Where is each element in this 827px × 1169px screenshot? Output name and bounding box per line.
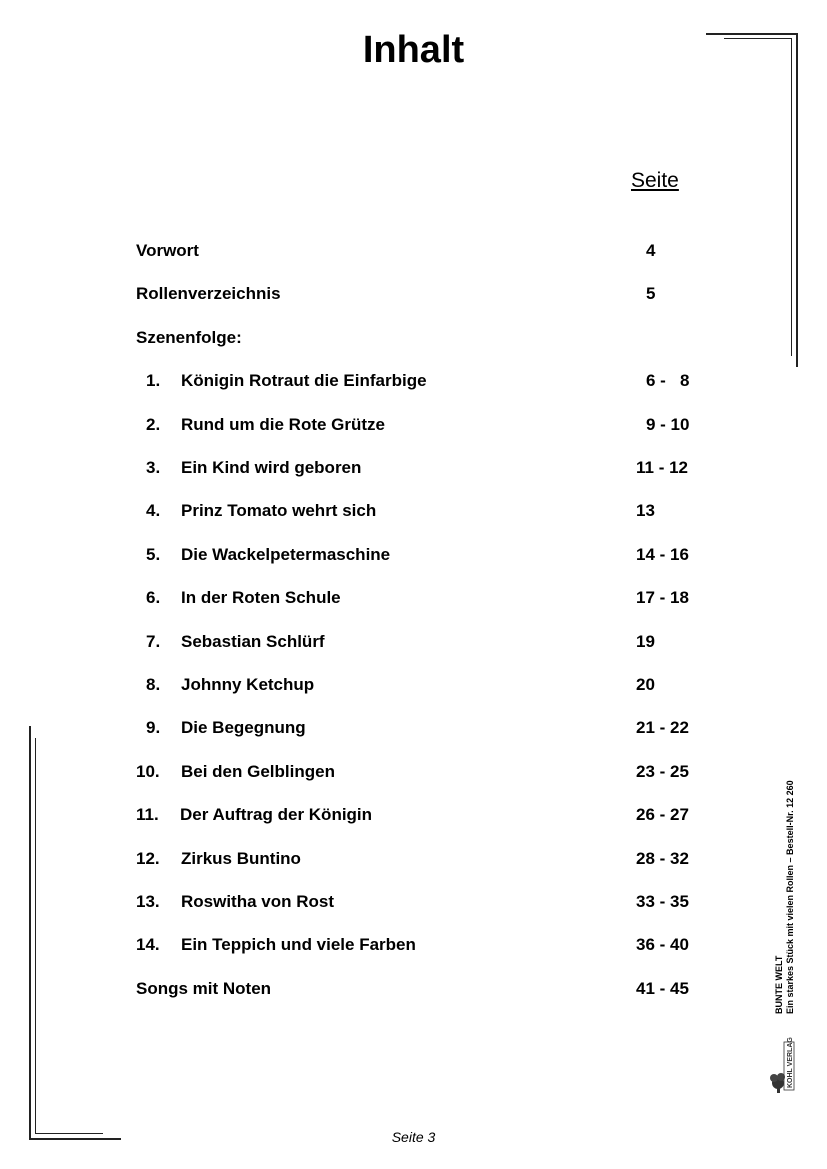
toc-entry-number: 6. [146, 588, 161, 607]
frame-right-inner [791, 38, 792, 356]
toc-entry [0, 544, 827, 566]
toc-entry-title: Rund um die Rote Grütze [181, 415, 385, 434]
page-title: Inhalt [362, 29, 465, 71]
toc-entry-title: Die Begegnung [181, 718, 306, 737]
toc-entry [0, 761, 827, 783]
toc-entry-title: Der Auftrag der Königin [180, 805, 373, 824]
toc-entry [0, 240, 827, 262]
toc-entry-number: 10. [136, 762, 160, 781]
page-column-header: Seite [631, 169, 679, 192]
side-note-title: BUNTE WELT [774, 955, 784, 1014]
toc-entry-pages: 19 [636, 632, 655, 651]
toc-entry-pages: 21 - 22 [636, 718, 689, 737]
toc-entry-number: 4. [146, 501, 161, 520]
toc-entry [0, 891, 827, 913]
toc-entry-pages: 17 - 18 [636, 588, 689, 607]
toc-entry [0, 631, 827, 653]
toc-entry [0, 370, 827, 392]
toc-entry-number: 13. [136, 892, 160, 911]
publisher-logo-text: KOHL VERLAG [787, 1037, 794, 1088]
toc-entry-number: 2. [146, 415, 161, 434]
toc-entry-title: Songs mit Noten [136, 979, 272, 998]
toc-entry-pages: 4 [646, 241, 656, 260]
toc-entry-title: Johnny Ketchup [181, 675, 315, 694]
toc-entry-title: Königin Rotraut die Einfarbige [181, 371, 427, 390]
frame-right-outer [796, 33, 798, 367]
toc-entry [0, 848, 827, 870]
toc-entry-title: Ein Kind wird geboren [181, 458, 362, 477]
toc-entry [0, 674, 827, 696]
toc-entry-number: 1. [146, 371, 161, 390]
toc-entry-pages: 11 - 12 [636, 458, 688, 477]
toc-entry [0, 414, 827, 436]
toc-entry [0, 500, 827, 522]
publisher-logo [768, 1020, 802, 1095]
toc-entry-pages: 33 - 35 [636, 892, 689, 911]
toc-entry-title: Ein Teppich und viele Farben [181, 935, 416, 954]
toc-entry-pages: 23 - 25 [636, 762, 689, 781]
toc-entry-title: Szenenfolge: [136, 328, 242, 347]
toc-entry-title: In der Roten Schule [181, 588, 341, 607]
toc-entry-pages: 9 - 10 [646, 415, 690, 434]
tree-icon [770, 1073, 785, 1093]
toc-entry-pages: 26 - 27 [636, 805, 689, 824]
toc-entry [0, 804, 827, 826]
toc-entry-number: 7. [146, 632, 161, 651]
toc-entry-pages: 36 - 40 [636, 935, 689, 954]
toc-entry [0, 587, 827, 609]
side-note-subtitle: Ein starkes Stück mit vielen Rollen – Bestell-Nr. 12 260 [785, 780, 795, 1014]
toc-entry-pages: 13 [636, 501, 655, 520]
toc-entry [0, 717, 827, 739]
toc-entry-pages: 20 [636, 675, 655, 694]
toc-entry-number: 14. [136, 935, 160, 954]
toc-entry-pages: 5 [646, 284, 656, 303]
toc-entry-title: Bei den Gelblingen [181, 762, 335, 781]
toc-entry-title: Vorwort [136, 241, 199, 260]
toc-entry-pages: 6 - 8 [646, 371, 690, 390]
toc-entry-number: 9. [146, 718, 161, 737]
toc-entry [0, 327, 827, 349]
toc-entry-pages: 41 - 45 [636, 979, 689, 998]
toc-entry-number: 11. [136, 805, 159, 824]
toc-entry-pages: 14 - 16 [636, 545, 689, 564]
toc-entry-title: Die Wackelpetermaschine [181, 545, 391, 564]
toc-entry-number: 8. [146, 675, 161, 694]
toc-entry [0, 978, 827, 1000]
toc-entry-pages: 28 - 32 [636, 849, 689, 868]
toc-entry-title: Roswitha von Rost [181, 892, 335, 911]
page-footer: Seite 3 [391, 1129, 436, 1145]
frame-left-outer [29, 726, 31, 1140]
toc-entry-number: 12. [136, 849, 160, 868]
toc-entry-title: Prinz Tomato wehrt sich [181, 501, 377, 520]
toc-entry [0, 934, 827, 956]
toc-entry [0, 457, 827, 479]
toc-entry-title: Sebastian Schlürf [181, 632, 325, 651]
toc-entry-title: Rollenverzeichnis [136, 284, 281, 303]
side-note [774, 780, 796, 1014]
toc-entry-number: 5. [146, 545, 161, 564]
toc-entry-number: 3. [146, 458, 161, 477]
toc-entry [0, 283, 827, 305]
toc-entry-title: Zirkus Buntino [181, 849, 301, 868]
